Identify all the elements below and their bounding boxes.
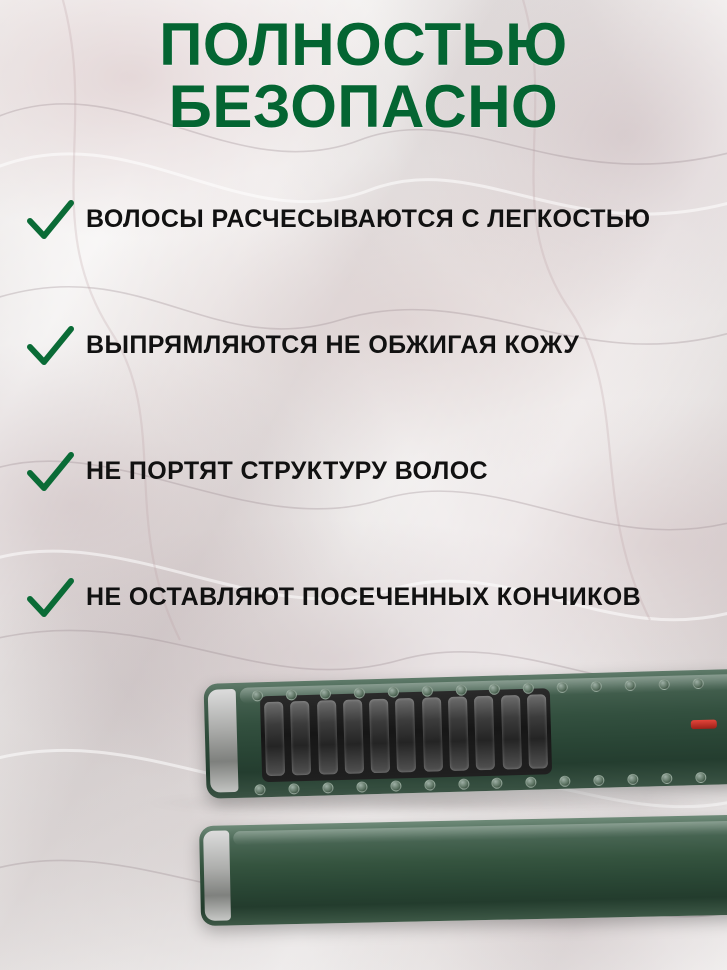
list-item xyxy=(26,324,706,450)
list-item-label: НЕ ПОРТЯТ СТРУКТУРУ ВОЛОС xyxy=(86,457,489,485)
product-shadow xyxy=(150,790,727,816)
product-end-cap xyxy=(203,830,231,921)
power-indicator-light xyxy=(691,720,717,730)
list-item-label: ВОЛОСЫ РАСЧЕСЫВАЮТСЯ С ЛЕГКОСТЬЮ xyxy=(86,205,651,233)
product-heating-plate xyxy=(260,688,552,782)
list-item-label: ВЫПРЯМЛЯЮТСЯ НЕ ОБЖИГАЯ КОЖУ xyxy=(86,331,580,359)
feature-list xyxy=(26,198,706,702)
check-icon xyxy=(26,200,74,246)
product-straightener-top xyxy=(204,668,727,799)
product-straightener-bottom xyxy=(199,814,727,926)
headline-line-1: ПОЛНОСТЬЮ xyxy=(159,11,568,78)
product-comb-teeth xyxy=(264,694,548,776)
list-item xyxy=(26,198,706,324)
check-icon xyxy=(26,578,74,624)
list-item xyxy=(26,450,706,576)
product-image-area xyxy=(0,640,727,970)
headline-line-2: БЕЗОПАСНО xyxy=(168,72,559,140)
product-end-cap xyxy=(208,689,239,793)
check-icon xyxy=(26,326,74,372)
list-item-label: НЕ ОСТАВЛЯЮТ ПОСЕЧЕННЫХ КОНЧИКОВ xyxy=(86,583,642,611)
check-icon xyxy=(26,452,74,498)
page-title xyxy=(0,11,727,140)
